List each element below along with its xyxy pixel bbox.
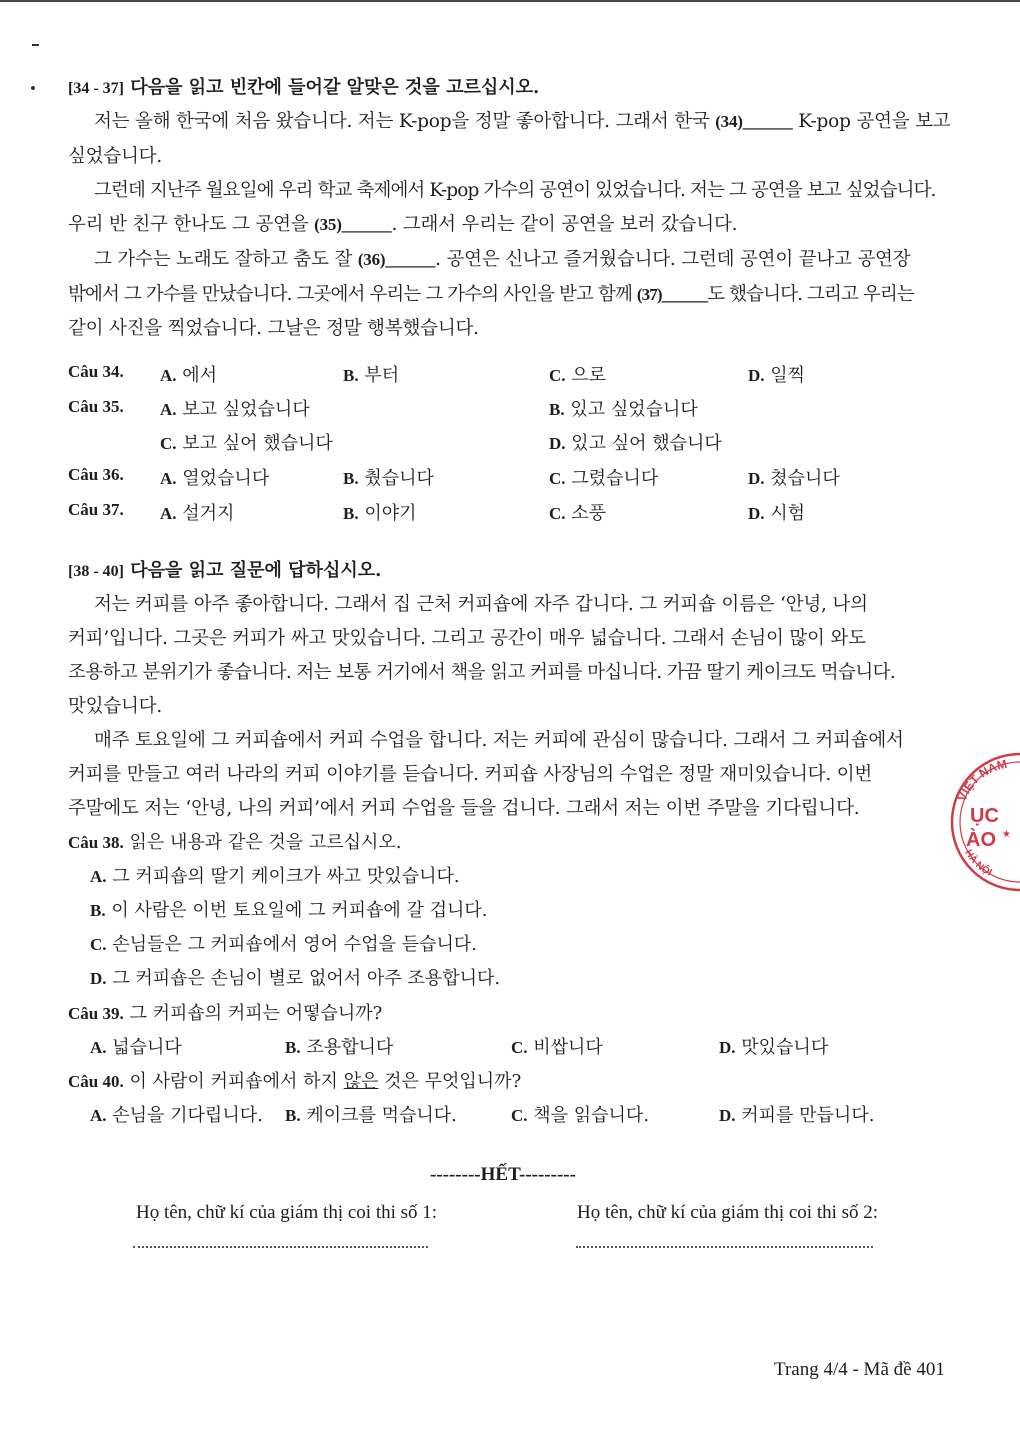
q40-option-a[interactable] — [90, 1101, 263, 1127]
option-letter: A. — [160, 400, 177, 419]
passage-1-line-4 — [68, 210, 737, 236]
option-text: 조용합니다 — [306, 1037, 394, 1058]
option-text: 있고 싶었습니다 — [570, 399, 698, 420]
option-letter: D. — [90, 969, 107, 988]
passage-2-line-4: 맛있습니다. — [68, 696, 163, 717]
option-letter: B. — [343, 504, 359, 523]
passage-2-line-3: 조용하고 분위기가 좋습니다. 저는 보통 거기에서 책을 읽고 커피를 마십니다. 가끔 딸기 케이크도 먹습니다. — [68, 662, 896, 683]
passage-2-line-1: 저는 커피를 아주 좋아합니다. 그래서 집 근처 커피숍에 자주 갑니다. 그 커피숍 이름은 ‘안녕, 나의 — [94, 594, 868, 615]
option-text: 손님을 기다립니다. — [112, 1105, 263, 1126]
stamp-text-mid: ỤC — [970, 805, 999, 827]
option-letter: A. — [160, 504, 177, 523]
option-text: 손님들은 그 커피숍에서 영어 수업을 듣습니다. — [112, 934, 477, 955]
q37-option-c[interactable] — [549, 499, 606, 525]
q35-option-c[interactable] — [160, 429, 333, 455]
text: 그 가수는 노래도 잘하고 춤도 잘 — [94, 249, 358, 270]
text: 이 사람이 커피숍에서 하지 — [129, 1071, 344, 1092]
text: . 그래서 우리는 같이 공연을 보러 갔습니다. — [391, 214, 738, 235]
passage-2-line-6: 커피를 만들고 여러 나라의 커피 이야기를 듣습니다. 커피숍 사장님의 수업은 정말 재미있습니다. 이번 — [68, 764, 873, 785]
q36-option-b[interactable] — [343, 464, 434, 490]
option-letter: B. — [285, 1106, 301, 1125]
q39-stem-text: 그 커피숍의 커피는 어떻습니까? — [129, 1003, 383, 1024]
option-letter: C. — [511, 1038, 528, 1057]
page-number: Trang 4/4 - Mã đề 401 — [774, 1359, 945, 1380]
section-2-range: [38 - 40] — [68, 563, 124, 580]
option-text: 열었습니다 — [182, 468, 270, 489]
q38-option-d[interactable] — [90, 964, 500, 990]
q37-option-b[interactable] — [343, 499, 417, 525]
q34-option-c[interactable] — [549, 361, 606, 387]
option-letter: C. — [549, 366, 566, 385]
blank-34: (34)______ — [715, 112, 793, 131]
q40-option-b[interactable] — [285, 1101, 457, 1127]
option-text: 으로 — [571, 365, 607, 386]
option-text: 그 커피숍은 손님이 별로 없어서 아주 조용합니다. — [112, 968, 501, 989]
blank-36: (36)______ — [357, 250, 436, 269]
option-letter: C. — [90, 935, 107, 954]
q34-label: Câu 34. — [68, 362, 124, 381]
passage-1-line-7: 같이 사진을 찍었습니다. 그날은 정말 행복했습니다. — [68, 318, 479, 339]
text: 도 했습니다. 그리고 우리는 — [707, 284, 914, 305]
q39-option-d[interactable] — [719, 1033, 828, 1059]
section-1-range: [34 - 37] — [68, 80, 124, 97]
section-2-instruction: 다음을 읽고 질문에 답하십시오. — [130, 560, 382, 581]
option-letter: D. — [549, 434, 566, 453]
proctor-2-label: Họ tên, chữ kí của giám thị coi thi số 2: — [577, 1202, 879, 1223]
q39-option-c[interactable] — [511, 1033, 603, 1059]
proctor-1-label: Họ tên, chữ kí của giám thị coi thi số 1: — [136, 1202, 438, 1223]
q38-stem — [68, 828, 402, 854]
q40-option-c[interactable] — [511, 1101, 649, 1127]
q40-option-d[interactable] — [719, 1101, 874, 1127]
passage-2-line-2: 커피’입니다. 그곳은 커피가 싸고 맛있습니다. 그리고 공간이 매우 넓습니다. 그래서 손님이 많이 와도 — [68, 628, 866, 649]
q35-label: Câu 35. — [68, 397, 124, 416]
q40-stem — [68, 1067, 521, 1093]
stamp-text-bottom: HÀ NỘI — [962, 847, 994, 879]
option-text: 커피를 만듭니다. — [741, 1105, 875, 1126]
option-text: 췄습니다 — [364, 468, 434, 489]
option-text: 보고 싶었습니다 — [182, 399, 310, 420]
blank-35: (35)______ — [314, 215, 392, 234]
page-top-border — [0, 0, 1020, 2]
option-letter: C. — [511, 1106, 528, 1125]
q38-option-a[interactable] — [90, 862, 460, 888]
stamp-text-num: ÀO — [966, 829, 996, 851]
q39-option-b[interactable] — [285, 1033, 393, 1059]
q38-option-b[interactable] — [90, 896, 487, 922]
option-text: 보고 싶어 했습니다 — [182, 433, 333, 454]
q38-stem-text: 읽은 내용과 같은 것을 고르십시오. — [129, 832, 402, 853]
q37-option-a[interactable] — [160, 499, 234, 525]
option-text: 이 사람은 이번 토요일에 그 커피숍에 갈 겁니다. — [111, 900, 488, 921]
option-letter: D. — [719, 1038, 736, 1057]
option-letter: B. — [343, 469, 359, 488]
q37-option-d[interactable] — [748, 499, 805, 525]
q36-option-a[interactable] — [160, 464, 269, 490]
q34-option-b[interactable] — [343, 361, 399, 387]
option-text: 소풍 — [571, 503, 607, 524]
option-text: 부터 — [364, 365, 400, 386]
blank-37: (37)______ — [636, 285, 708, 304]
text: K-pop 공연을 보고 — [792, 111, 951, 132]
q39-stem — [68, 999, 382, 1025]
option-letter: D. — [748, 469, 765, 488]
option-letter: C. — [549, 504, 566, 523]
stamp-star-icon: ★ — [1002, 829, 1011, 840]
q39-option-a[interactable] — [90, 1033, 182, 1059]
option-text: 시험 — [770, 503, 806, 524]
proctor-1-signature-line — [133, 1246, 428, 1248]
q34-option-a[interactable] — [160, 361, 217, 387]
option-letter: C. — [549, 469, 566, 488]
passage-1-line-1 — [94, 107, 950, 133]
text: 밖에서 그 가수를 만났습니다. 그곳에서 우리는 그 가수의 사인을 받고 함께 — [68, 284, 637, 305]
end-marker: --------HẾT--------- — [430, 1164, 576, 1185]
option-text: 있고 싶어 했습니다 — [571, 433, 722, 454]
q38-label: Câu 38. — [68, 833, 124, 852]
q38-option-c[interactable] — [90, 930, 477, 956]
option-letter: D. — [748, 504, 765, 523]
underlined-text: 않은 — [343, 1071, 379, 1092]
q36-label: Câu 36. — [68, 465, 124, 484]
option-letter: B. — [343, 366, 359, 385]
q37-label: Câu 37. — [68, 500, 124, 519]
option-letter: D. — [748, 366, 765, 385]
margin-dot — [31, 86, 35, 90]
option-text: 맛있습니다 — [741, 1037, 829, 1058]
stamp-text-top: VIỆT NAM — [954, 756, 1009, 804]
option-text: 넓습니다 — [112, 1037, 182, 1058]
passage-1-line-2: 싶었습니다. — [68, 146, 163, 167]
q36-option-d[interactable] — [748, 464, 840, 490]
option-text: 비쌉니다 — [533, 1037, 603, 1058]
passage-1-line-6 — [68, 280, 914, 306]
option-letter: B. — [549, 400, 565, 419]
option-letter: B. — [90, 901, 106, 920]
official-stamp-seal — [940, 742, 1020, 892]
option-text: 책을 읽습니다. — [533, 1105, 650, 1126]
option-letter: A. — [90, 1038, 107, 1057]
passage-1-line-3: 그런데 지난주 월요일에 우리 학교 축제에서 K-pop 가수의 공연이 있었습니다. 저는 그 공연을 보고 싶었습니다. — [94, 180, 936, 201]
option-text: 에서 — [182, 365, 218, 386]
option-letter: A. — [160, 469, 177, 488]
q34-option-d[interactable] — [748, 361, 805, 387]
option-text: 쳤습니다 — [770, 468, 840, 489]
option-letter: A. — [90, 867, 107, 886]
option-letter: A. — [90, 1106, 107, 1125]
q40-label: Câu 40. — [68, 1072, 124, 1091]
q39-label: Câu 39. — [68, 1004, 124, 1023]
option-text: 일찍 — [770, 365, 806, 386]
option-text: 이야기 — [364, 503, 417, 524]
margin-mark — [32, 44, 39, 46]
section-1-instruction: 다음을 읽고 빈칸에 들어갈 알맞은 것을 고르십시오. — [130, 77, 540, 98]
q35-option-d[interactable] — [549, 429, 722, 455]
option-letter: B. — [285, 1038, 301, 1057]
option-letter: D. — [719, 1106, 736, 1125]
text: 것은 무엇입니까? — [378, 1071, 522, 1092]
q36-option-c[interactable] — [549, 464, 658, 490]
text: . 공연은 신나고 즐거웠습니다. 그런데 공연이 끝나고 공연장 — [435, 249, 911, 270]
option-text: 그렸습니다 — [571, 468, 659, 489]
passage-2-line-7: 주말에도 저는 ‘안녕, 나의 커피’에서 커피 수업을 들을 겁니다. 그래서 저는 이번 주말을 기다립니다. — [68, 798, 860, 819]
option-text: 케이크를 먹습니다. — [306, 1105, 457, 1126]
q35-option-a[interactable] — [160, 395, 310, 421]
option-text: 설거지 — [182, 503, 235, 524]
option-letter: A. — [160, 366, 177, 385]
passage-2-line-5: 매주 토요일에 그 커피숍에서 커피 수업을 합니다. 저는 커피에 관심이 많습니다. 그래서 그 커피숍에서 — [94, 730, 904, 751]
proctor-2-signature-line — [576, 1246, 873, 1248]
option-text: 그 커피숍의 딸기 케이크가 싸고 맛있습니다. — [112, 866, 460, 887]
passage-1-line-5 — [94, 245, 910, 271]
text: 우리 반 친구 한나도 그 공연을 — [68, 214, 315, 235]
q35-option-b[interactable] — [549, 395, 698, 421]
section-1-title — [68, 73, 539, 99]
text: 저는 올해 한국에 처음 왔습니다. 저는 K-pop을 정말 좋아합니다. 그래서 한국 — [94, 111, 716, 132]
section-2-title — [68, 556, 381, 582]
option-letter: C. — [160, 434, 177, 453]
